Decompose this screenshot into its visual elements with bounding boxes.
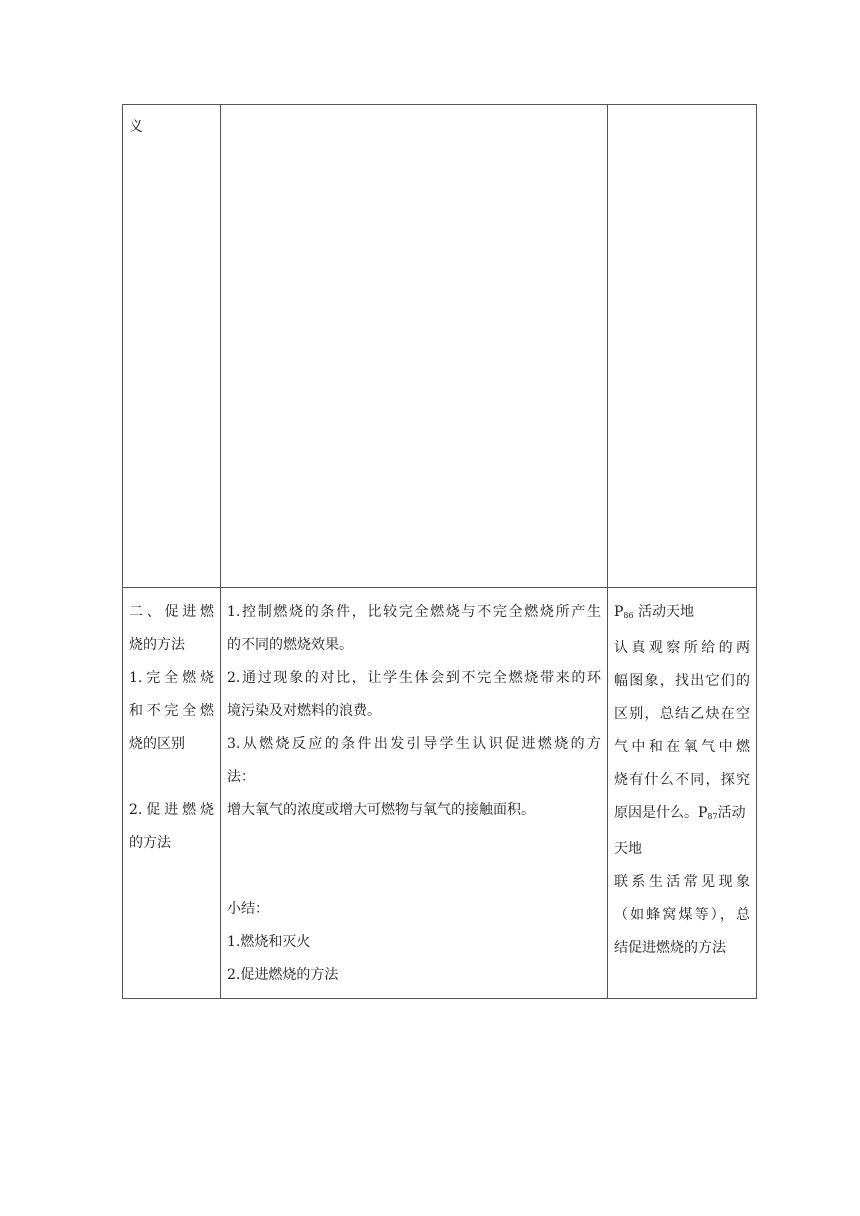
blank-line [129, 761, 214, 794]
activity-line: 天地 [614, 841, 642, 857]
summary-item: 2.促进燃烧的方法 [227, 967, 339, 983]
table-row [123, 105, 757, 588]
content-line: 法： [227, 769, 255, 785]
topic-line: 的方法 [129, 835, 171, 851]
blank-line [227, 860, 601, 893]
activity-text: 活动 [717, 805, 746, 821]
cell-topic [123, 105, 221, 588]
activity-title [614, 596, 750, 632]
content-line: 2.通过现象的对比，让学生体会到不完全燃烧带来的环 [227, 670, 601, 686]
activity-line: 区别，总结乙炔在空 [614, 706, 750, 722]
content-line: 境污染及对燃料的浪费。 [227, 703, 381, 719]
content-line: 增大氧气的浓度或增大可燃物与氧气的接触面积。 [227, 802, 535, 818]
activity-text: 原因是什么。P [614, 805, 708, 821]
lesson-plan-table [122, 104, 757, 999]
activity-line: 烧有什么不同，探究 [614, 772, 750, 788]
page-ref: P [614, 604, 624, 620]
page-ref-number: 87 [707, 812, 718, 821]
blank-line [227, 827, 601, 860]
cell-content [221, 105, 608, 588]
activity-line: 认真观察所给的两 [614, 640, 750, 656]
activity-line: 联系生活常见现象 [614, 874, 750, 890]
page-ref-number: 86 [623, 611, 634, 620]
activity-label: 活动天地 [633, 604, 695, 620]
summary-heading: 小结： [227, 901, 269, 917]
activity-line [614, 797, 750, 833]
cell-activity [608, 588, 757, 999]
table-row [123, 588, 757, 999]
content-line: 1.控制燃烧的条件，比较完全燃烧与不完全燃烧所产生 [227, 604, 601, 620]
content-line: 的不同的燃烧效果。 [227, 637, 353, 653]
topic-line: 和不完全燃 [129, 703, 214, 719]
cell-activity [608, 105, 757, 588]
topic-line: 二、促进燃 [129, 604, 214, 620]
content-line: 3.从燃烧反应的条件出发引导学生认识促进燃烧的方 [227, 736, 601, 752]
activity-line: 气中和在氧气中燃 [614, 739, 750, 755]
topic-line: 烧的区别 [129, 736, 185, 752]
topic-line: 1.完全燃烧 [129, 670, 214, 686]
summary-item: 1.燃烧和灭火 [227, 934, 311, 950]
activity-line: （如蜂窝煤等），总 [614, 907, 750, 923]
topic-line: 烧的方法 [129, 637, 185, 653]
cell-content [221, 588, 608, 999]
cell-text: 义 [129, 119, 143, 135]
activity-line: 结促进燃烧的方法 [614, 940, 726, 956]
topic-line: 2.促进燃烧 [129, 802, 214, 818]
activity-line: 幅图象，找出它们的 [614, 673, 750, 689]
cell-topic [123, 588, 221, 999]
